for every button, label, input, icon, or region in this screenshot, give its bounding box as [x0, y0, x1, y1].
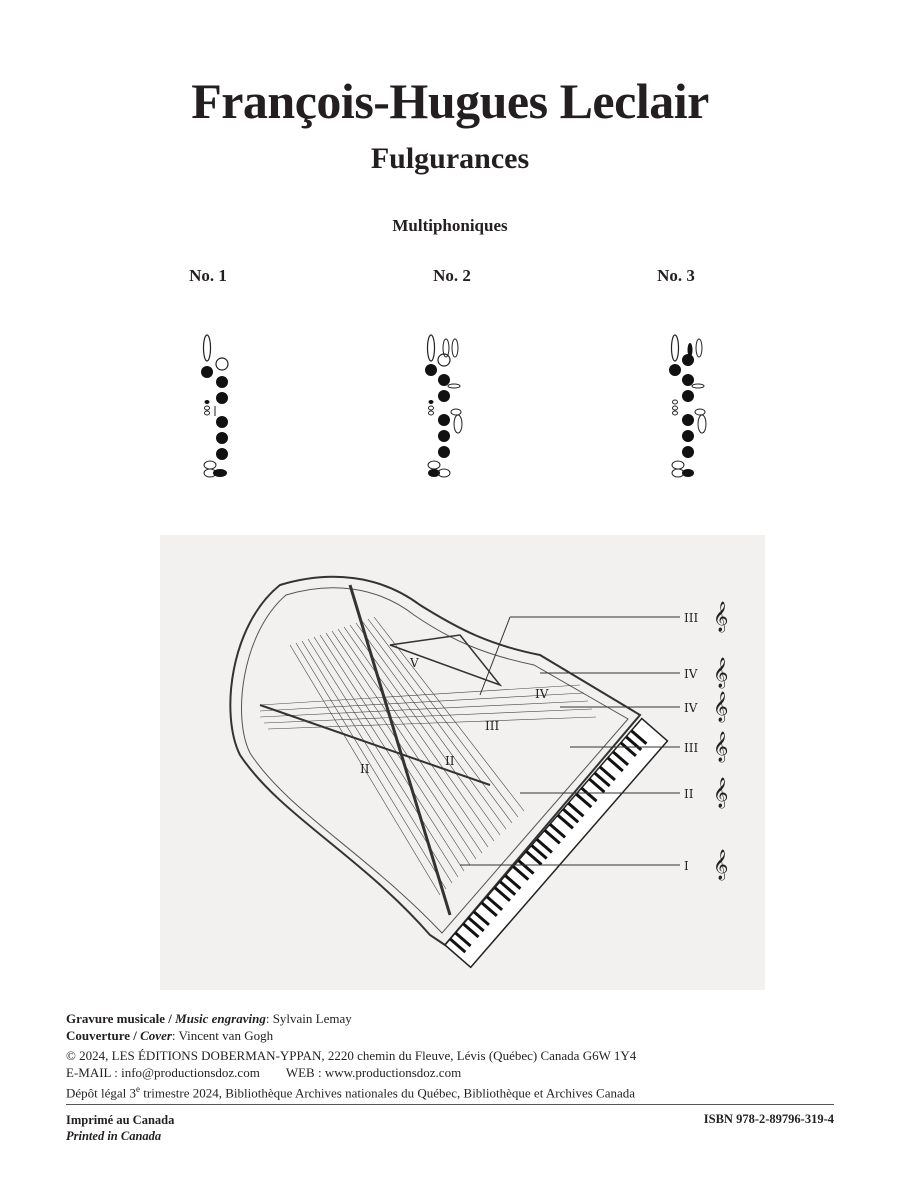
engraving-label: Gravure musicale / [66, 1011, 176, 1026]
printed-block [66, 1112, 174, 1144]
web-text: WEB : www.productionsdoz.com [285, 1065, 462, 1080]
svg-text:III: III [684, 611, 699, 625]
email-text: E-MAIL : info@productionsdoz.com [66, 1065, 260, 1080]
legal-deposit-line [66, 1081, 846, 1101]
engraving-value: : Sylvain Lemay [265, 1011, 352, 1026]
work-title: Fulgurances [370, 142, 530, 175]
svg-text:IV: IV [535, 687, 549, 701]
svg-text:𝄞: 𝄞 [713, 602, 729, 632]
engraving-label-en: Music engraving [175, 1011, 266, 1026]
legal-sup: e [136, 1084, 141, 1094]
cover-label-en: Cover [140, 1028, 172, 1043]
svg-text:II: II [684, 787, 694, 801]
legal-pre: Dépôt légal 3 [66, 1085, 137, 1101]
svg-text:𝄞: 𝄞 [713, 732, 729, 762]
svg-text:II: II [445, 754, 455, 768]
fingering-chart-3-icon [668, 332, 708, 482]
fingering-chart-2-icon [424, 332, 464, 482]
svg-text:V: V [410, 656, 419, 670]
cover-label: Couverture / [66, 1028, 141, 1043]
printed-fr: Imprimé au Canada [66, 1113, 175, 1127]
footer-divider [66, 1104, 834, 1105]
engraving-credit [66, 1010, 846, 1027]
piano-diagram [160, 535, 765, 990]
svg-text:II: II [360, 762, 370, 776]
credits-block [66, 1010, 846, 1101]
cover-value: : Vincent van Gogh [171, 1028, 274, 1043]
svg-text:IV: IV [684, 701, 698, 715]
composer-name: François-Hugues Leclair [191, 73, 709, 129]
svg-text:𝄞: 𝄞 [713, 778, 729, 808]
svg-text:III: III [485, 719, 500, 733]
piano-illustration-icon [160, 535, 765, 990]
isbn-text: ISBN 978-2-89796-319-4 [703, 1112, 834, 1126]
svg-text:𝄞: 𝄞 [713, 850, 729, 880]
fingering-label-2: No. 2 [433, 266, 471, 285]
svg-text:IV: IV [684, 667, 698, 681]
contact-line [66, 1064, 846, 1081]
svg-text:III: III [684, 741, 699, 755]
svg-text:𝄞: 𝄞 [713, 658, 729, 688]
printed-en: Printed in Canada [66, 1129, 162, 1143]
legal-post: trimestre 2024, Bibliothèque Archives nationales du Québec, Bibliothèque et Archives Canada [140, 1085, 636, 1101]
svg-text:𝄞: 𝄞 [713, 692, 729, 722]
section-title: Multiphoniques [392, 216, 508, 235]
cover-credit [66, 1027, 846, 1044]
fingering-chart-1-icon [198, 332, 238, 482]
copyright-line: © 2024, LES ÉDITIONS DOBERMAN-YPPAN, 2220 chemin du Fleuve, Lévis (Québec) Canada G6W 1Y4 [66, 1048, 637, 1063]
svg-text:I: I [684, 859, 689, 873]
fingering-label-3: No. 3 [657, 266, 695, 285]
fingering-label-1: No. 1 [189, 266, 227, 285]
